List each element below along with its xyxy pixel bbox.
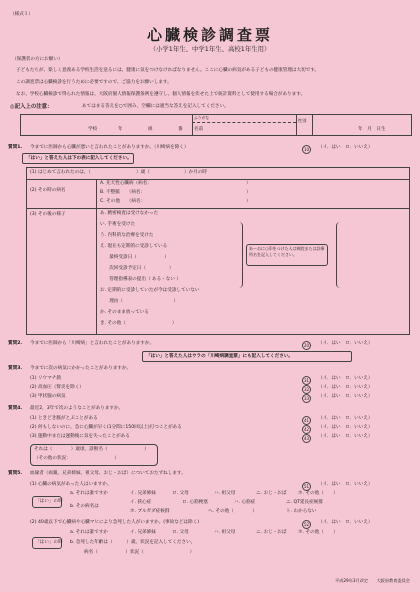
q5-relative-option[interactable]: ロ. 父母: [172, 530, 189, 535]
q4-item-num-wrap: [302, 434, 311, 443]
q4-item: (2) 何もしないのに、急に心臓が早く(1分間に150回以上)打つことがある: [30, 425, 182, 430]
q1-row3-item[interactable]: 次回受診予定日（ ）: [100, 266, 174, 271]
q1-row2-c[interactable]: C. その他 （病名：: [100, 199, 146, 204]
q5-b2-sub[interactable]: 病名（ ）状況（ ）: [84, 550, 195, 555]
q5-disease-option[interactable]: ロ. 心筋梗塞: [182, 500, 208, 505]
q1-row2-a[interactable]: A. 先天性心臓病（病名：: [100, 181, 152, 186]
q3-item-answer[interactable]: （イ．はい ロ．いいえ）: [318, 394, 373, 399]
q3-item: (1) リウマチ熱: [30, 376, 61, 381]
q4-item-answer[interactable]: （イ．はい ロ．いいえ）: [318, 416, 373, 421]
q4-sub2[interactable]: （その他の状況： ）: [34, 456, 119, 461]
q5-relative-option[interactable]: ハ. 祖父母: [214, 491, 236, 496]
q1-answer[interactable]: （イ．はい ロ．いいえ）: [318, 145, 373, 150]
q1-row3-item[interactable]: お. 定期的に受診していたが今は受診していない: [100, 288, 200, 293]
q1-row3-label: (3) その後の様子: [30, 212, 66, 217]
q5-disease-option[interactable]: ト. わからない: [286, 509, 317, 514]
q5-a-line: a. それは誰ですか: [70, 491, 108, 496]
q2-num: 20: [303, 343, 310, 348]
q4-label: 質問4.: [8, 406, 23, 411]
class-label: 組: [148, 127, 153, 132]
q2-callout: 「はい」と答えた人はウラの「川崎病調査票」にも記入してください。: [146, 354, 294, 359]
q2-answer[interactable]: （イ．はい ロ．いいえ）: [318, 341, 373, 346]
q1-row3-item[interactable]: き. その他（ ）: [100, 321, 177, 326]
q1-side-note: あ〜おに○印をつけた人は病院または診療所名を記入してください。: [249, 246, 325, 257]
q3-item-num: 31: [303, 378, 310, 383]
q3-label: 質問3.: [8, 366, 23, 371]
q5-item1: (1) 心臓の病気があった人はいますか。: [30, 482, 112, 487]
q4-item-num-wrap: [302, 425, 311, 434]
q4-item-num-wrap: [302, 416, 311, 425]
q5-relative-option[interactable]: ハ. 祖父母: [214, 530, 236, 535]
q5-item2-answer[interactable]: （イ．はい ロ．いいえ）: [318, 520, 373, 525]
q4-item-num: 43: [303, 436, 310, 441]
q5-relative-option[interactable]: ホ. その他（ ）: [298, 491, 338, 496]
q5-hai-label-2: 「はい」の時: [35, 540, 63, 545]
q2-text: 今までに医師から「川崎病」と言われたことがありますか。: [30, 341, 155, 346]
q3-item-num-wrap: [302, 376, 311, 385]
q3-item-answer[interactable]: （イ．はい ロ．いいえ）: [318, 376, 373, 381]
q1-text: 今までに医師から心臓が悪いと言われたことがありますか。（川崎病を除く）: [30, 145, 189, 150]
student-info-row: [20, 114, 412, 136]
number-label: 番: [178, 127, 183, 132]
q5-relative-option[interactable]: イ. 兄弟姉妹: [130, 491, 156, 496]
q3-item-num-wrap: [302, 394, 311, 403]
q1-row3-item[interactable]: 管理指導表の提出（ ある・ない ）: [100, 277, 182, 282]
q5-a2-line: a. それは誰ですか: [70, 530, 108, 535]
sex-label: 性別: [298, 118, 307, 123]
q4-text: 最近2，3年で次のようなことがありますか。: [30, 406, 124, 411]
q1-row3-item[interactable]: い. 手術を受けた: [100, 222, 136, 227]
q5-relative-option[interactable]: ニ. おじ・おば: [256, 491, 287, 496]
q5-b2-line: b. 急死した年齢は（ ）歳、状況を記入してください。: [70, 540, 196, 545]
q5-disease-option[interactable]: ニ. QT延長症候群: [286, 500, 323, 505]
intro-p1: 子どもたちが、楽しく意義ある学校生活を送るには、健康に気をつけなければなりません。ここに心臓の病気がある子どもの健康管理は大切です。: [16, 68, 320, 73]
q1-num: 10: [303, 147, 310, 152]
q4-item-answer[interactable]: （イ．はい ロ．いいえ）: [318, 425, 373, 430]
q5-disease-option[interactable]: ハ. 心筋症: [234, 500, 256, 505]
q5-item1-answer[interactable]: （イ．はい ロ．いいえ）: [318, 482, 373, 487]
q4-sub1[interactable]: それは（ ）歳頃、診断名（ ）: [34, 447, 149, 452]
q4-item: (3) 運動中または運動後に気を失ったことがある: [30, 434, 130, 439]
q1-row3-item[interactable]: か. そのまま放っている: [100, 310, 149, 315]
q5-relative-option[interactable]: ホ. その他（ ）: [298, 530, 338, 535]
page-subtitle: （小学1年生、中学1年生、高校1年生用）: [149, 45, 271, 53]
q5-text: 血縁者（両親、兄弟姉妹、祖父母、おじ・おば）についておたずねします。: [30, 471, 186, 476]
q3-item: (3) 甲状腺の病気: [30, 394, 66, 399]
q3-item-answer[interactable]: （イ．はい ロ．いいえ）: [318, 385, 373, 390]
q5-item2-num: 52: [303, 522, 310, 527]
q4-item: (1) ときどき脈がとぶことがある: [30, 416, 98, 421]
birth-label: 年 月 日生: [358, 127, 386, 132]
school-label: 学校: [88, 127, 98, 132]
intro-heading: （保護者の方にお願い）: [12, 57, 63, 62]
q1-row2-label: (2) その時の病名: [30, 188, 66, 193]
name-label: 名前: [194, 127, 204, 132]
q4-item-num: 41: [303, 418, 310, 423]
q5-relative-option[interactable]: ニ. おじ・おば: [256, 530, 287, 535]
q5-relative-option[interactable]: ロ. 父母: [172, 491, 189, 496]
q5-disease-option[interactable]: ヘ. その他（ ）: [208, 509, 257, 514]
notes-label: ◎記入上の注意：: [10, 104, 53, 110]
q1-row1-mid: ）歳（: [136, 170, 150, 175]
q5-item2: (2) 40歳以下で心臓病や心臓マヒにより急死した人がいますか。(事故などは除く): [30, 520, 199, 525]
q5-item1-num: 51: [303, 484, 310, 489]
q4-item-answer[interactable]: （イ．はい ロ．いいえ）: [318, 434, 373, 439]
q5-disease-option[interactable]: ホ. ブルガダ症候群: [130, 509, 170, 514]
q3-text: 今までに次の病気にかかったことがありますか。: [30, 366, 132, 371]
q5-label: 質問5.: [8, 471, 23, 476]
q5-relative-option[interactable]: イ. 兄弟姉妹: [130, 530, 156, 535]
form-tag: （様式１）: [10, 12, 33, 17]
q2-label: 質問2.: [8, 341, 23, 346]
q3-item-num-wrap: [302, 385, 311, 394]
q5-hai-label-1: 「はい」の時: [35, 499, 63, 504]
year-label: 年: [118, 127, 123, 132]
q1-row1-label: (1) はじめて言われたのは、（: [30, 170, 91, 175]
q1-row1-end: ）か月の時: [184, 170, 207, 175]
notes-text: あてはまる答えを○で囲み、空欄には適当な答えを記入してください。: [82, 104, 229, 109]
q1-row3-item[interactable]: う. 内科的な治療を受けた: [100, 233, 154, 238]
page-title: 心臓検診調査票: [146, 26, 273, 44]
q1-row3-item[interactable]: え. 現在も定期的に受診している: [100, 244, 168, 249]
intro-p2: この調査票は心臓検診を行うために必要ですので、ご協力をお願いします。: [16, 80, 172, 85]
q3-item-num: 33: [303, 396, 310, 401]
q3-item: (2) 高血圧（腎炎を除く）: [30, 385, 84, 390]
q1-row2-b[interactable]: B. 不整脈 （病名：: [100, 190, 146, 195]
q1-row3-item[interactable]: あ. 精密検査は受けなかった: [100, 211, 159, 216]
q4-item-num: 42: [303, 427, 310, 432]
q5-disease-option[interactable]: イ. 狭心症: [130, 500, 152, 505]
furigana-label: ふりがな: [194, 115, 210, 120]
q1-row3-item[interactable]: 最終受診日（ ）: [100, 255, 169, 260]
q1-row3-item[interactable]: 理由（ ）: [100, 299, 179, 304]
q1-callout: 「はい」と答えた人は下の表に記入してください。: [26, 156, 132, 161]
q5-b-line: b. その病名は: [70, 504, 99, 509]
q1-label: 質問1.: [8, 145, 23, 150]
q1-table: [26, 167, 410, 335]
intro-p3: なお、学校心臓検診で得られた情報は、大阪府個人情報保護条例を遵守し、個人情報を伏せた上で統計資料として使用する場合があります。: [16, 92, 306, 97]
q3-item-num: 32: [303, 387, 310, 392]
footer: 平成29年3月改定 大阪府教育委員会: [335, 578, 410, 583]
